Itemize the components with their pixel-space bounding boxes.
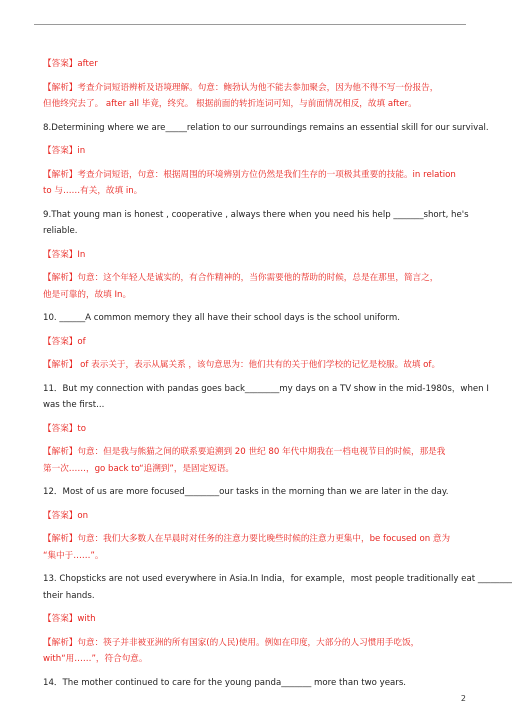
line-text: on bbox=[77, 510, 89, 521]
line-text: 11．But my connection with pandas goes back________my days on a TV show in the mid-1980s，when I bbox=[43, 383, 489, 394]
answer-line bbox=[43, 510, 463, 523]
explanation-continuation bbox=[43, 550, 463, 563]
line-text: 句意：筷子并非被亚洲的所有国家(的人民)使用。例如在印度，大部分的人习惯用手吃饭， bbox=[77, 637, 420, 648]
explanation-continuation bbox=[43, 98, 463, 111]
explanation-line bbox=[43, 82, 463, 95]
line-text: after bbox=[77, 59, 98, 69]
line-tag: 【解析】 bbox=[43, 82, 78, 93]
line-text: 考查介词短语，句意：根据周围的环境辨别方位仍然是我们生存的一项极其重要的技能。in relation bbox=[77, 169, 456, 180]
answer-line bbox=[43, 145, 463, 158]
line-text: with bbox=[77, 614, 96, 624]
line-text: 他是可靠的，故填 In。 bbox=[43, 289, 132, 300]
line-text: was the first... bbox=[43, 400, 105, 410]
line-text: to 与……有关，故填 in。 bbox=[43, 186, 143, 196]
line-text: 10. ______A common memory they all have their school days is the school uniform. bbox=[43, 313, 400, 323]
document-body bbox=[43, 58, 512, 700]
answer-line bbox=[43, 613, 463, 626]
answer-line bbox=[43, 423, 463, 436]
question-continuation bbox=[43, 225, 463, 238]
question-line bbox=[43, 486, 463, 499]
page-number: 2 bbox=[460, 694, 466, 703]
line-tag: 【解析】 bbox=[43, 360, 78, 370]
line-text: 句意：但是我与熊猫之间的联系要追溯到 20 世纪 80 年代中期我在一档电视节目的时候，那是我 bbox=[77, 447, 446, 457]
explanation-line bbox=[43, 169, 463, 182]
line-text: In bbox=[77, 249, 86, 260]
line-tag: 【解析】 bbox=[43, 447, 78, 457]
question-line bbox=[43, 312, 463, 325]
line-text: to bbox=[77, 423, 87, 434]
line-text: 12．Most of us are more focused________our tasks in the morning than we are later in the day. bbox=[43, 487, 449, 497]
question-line bbox=[43, 122, 489, 135]
question-continuation bbox=[43, 399, 463, 412]
line-tag: 【解析】 bbox=[43, 534, 78, 544]
explanation-continuation bbox=[43, 653, 463, 666]
line-tag: 【答案】 bbox=[43, 336, 78, 347]
explanation-line bbox=[43, 637, 463, 650]
explanation-continuation bbox=[43, 289, 463, 302]
line-tag: 【解析】 bbox=[43, 637, 78, 648]
line-text: 13. Chopsticks are not used everywhere in Asia.In India，for example，most people traditionally eat ________ bbox=[43, 574, 512, 584]
line-text: 8.Determining where we are_____relation to our surroundings remains an essential skill for our survival. bbox=[43, 122, 489, 133]
header-rule bbox=[34, 24, 466, 25]
line-text: 第一次……，go back to“追溯到”，是固定短语。 bbox=[43, 463, 235, 474]
explanation-continuation bbox=[43, 185, 463, 198]
question-continuation bbox=[43, 590, 463, 603]
line-tag: 【解析】 bbox=[43, 169, 78, 180]
line-tag: 【答案】 bbox=[43, 614, 78, 624]
question-line bbox=[43, 209, 469, 222]
line-text: “集中于……”。 bbox=[43, 550, 104, 561]
line-tag: 【答案】 bbox=[43, 423, 78, 434]
explanation-line bbox=[43, 533, 463, 546]
line-text: of 表示关于，表示从属关系 ，该句意思为：他们共有的关于他们学校的记忆是校服。故填 of。 bbox=[77, 360, 441, 370]
line-tag: 【答案】 bbox=[43, 59, 78, 69]
question-line bbox=[43, 573, 512, 586]
explanation-continuation bbox=[43, 463, 463, 476]
line-text: their hands. bbox=[43, 590, 95, 601]
answer-line bbox=[43, 249, 463, 262]
explanation-line bbox=[43, 446, 463, 459]
line-text: 9.That young man is honest , cooperative , always there when you need his help _______short, he's bbox=[43, 209, 469, 220]
line-tag: 【答案】 bbox=[43, 249, 78, 260]
explanation-line bbox=[43, 272, 463, 285]
line-text: 14．The mother continued to care for the young panda_______ more than two years. bbox=[43, 677, 407, 688]
line-text: of bbox=[77, 336, 86, 347]
line-text: 句意：这个年轻人是诚实的，有合作精神的，当你需要他的帮助的时候，总是在那里，简言之， bbox=[77, 273, 439, 283]
line-text: in bbox=[77, 146, 86, 156]
question-line bbox=[43, 677, 463, 690]
line-tag: 【答案】 bbox=[43, 510, 78, 521]
question-line bbox=[43, 383, 489, 396]
line-text: with“用……”，符合句意。 bbox=[43, 654, 148, 664]
line-text: 考查介词短语辨析及语境理解。句意：鲍勃认为他不能去参加聚会，因为他不得不写一份报告， bbox=[77, 82, 439, 93]
line-tag: 【答案】 bbox=[43, 146, 78, 156]
line-text: 句意：我们大多数人在早晨时对任务的注意力要比晚些时候的注意力更集中，be focused on 意为 bbox=[77, 534, 451, 544]
line-tag: 【解析】 bbox=[43, 273, 78, 283]
explanation-line bbox=[43, 359, 463, 372]
answer-line bbox=[43, 336, 463, 349]
line-text: reliable. bbox=[43, 226, 78, 236]
line-text: 但他终究去了。 after all 毕竟，终究。 根据前面的转折连词可知，与前面情况相反，故填 after。 bbox=[43, 99, 417, 109]
answer-line bbox=[43, 58, 463, 71]
